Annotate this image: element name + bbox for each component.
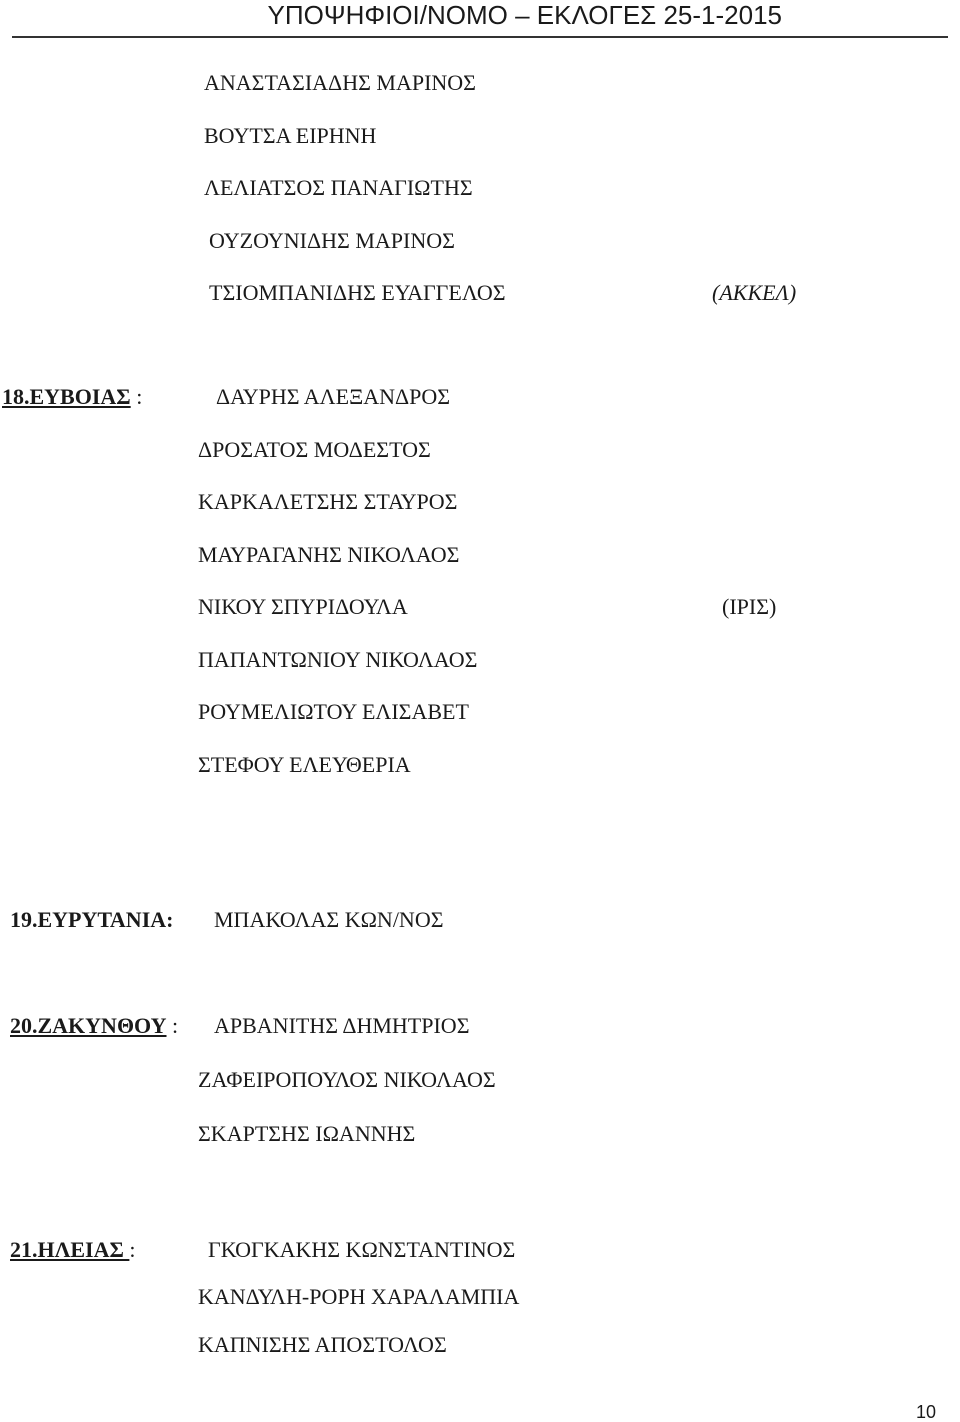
section-label: 20.ΖΑΚΥΝΘΟΥ [10, 1013, 167, 1038]
list-item: ΚΑΠΝΙΣΗΣ ΑΠΟΣΤΟΛΟΣ [198, 1332, 447, 1357]
list-item: ΜΠΑΚΟΛΑΣ ΚΩΝ/ΝΟΣ [214, 907, 444, 932]
list-item: ΓΚΟΓΚΑΚΗΣ ΚΩΝΣΤΑΝΤΙΝΟΣ [208, 1237, 516, 1262]
list-item: ΣΚΑΡΤΣΗΣ ΙΩΑΝΝΗΣ [198, 1121, 416, 1146]
list-item: ΚΑΡΚΑΛΕΤΣΗΣ ΣΤΑΥΡΟΣ [198, 489, 458, 514]
section-separator: : [130, 384, 143, 409]
page-title: ΥΠΟΨΗΦΙΟΙ/ΝΟΜΟ – ΕΚΛΟΓΕΣ 25-1-2015 [267, 0, 782, 30]
list-item: ΜΑΥΡΑΓΑΝΗΣ ΝΙΚΟΛΑΟΣ [198, 542, 460, 567]
section-label: 19.ΕΥΡΥΤΑΝΙΑ: [10, 907, 174, 932]
list-item: ΑΝΑΣΤΑΣΙΑΔΗΣ ΜΑΡΙΝΟΣ [204, 70, 476, 95]
list-item: ΛΕΛΙΑΤΣΟΣ ΠΑΝΑΓΙΩΤΗΣ [204, 175, 473, 200]
header-divider [12, 36, 948, 38]
party-note: (ΙΡΙΣ) [722, 594, 777, 619]
list-item: ΑΡΒΑΝΙΤΗΣ ΔΗΜΗΤΡΙΟΣ [214, 1013, 470, 1038]
list-item: ΚΑΝΔΥΛΗ-ΡΟΡΗ ΧΑΡΑΛΑΜΠΙΑ [198, 1284, 520, 1309]
list-item: ΠΑΠΑΝΤΩΝΙΟΥ ΝΙΚΟΛΑΟΣ [198, 647, 478, 672]
list-item: ΔΡΟΣΑΤΟΣ ΜΟΔΕΣΤΟΣ [198, 437, 431, 462]
list-item: ΡΟΥΜΕΛΙΩΤΟΥ ΕΛΙΣΑΒΕΤ [198, 699, 469, 724]
section-label: 21.ΗΛΕΙΑΣ [10, 1237, 130, 1262]
section-heading [2, 384, 142, 410]
list-item: ΔΑΥΡΗΣ ΑΛΕΞΑΝΔΡΟΣ [216, 384, 451, 409]
section-separator: : [129, 1237, 136, 1262]
section-heading [10, 1237, 136, 1263]
section-heading [10, 907, 173, 933]
list-item: ΟΥΖΟΥΝΙΔΗΣ ΜΑΡΙΝΟΣ [209, 228, 455, 253]
section-separator: : [166, 1013, 179, 1038]
list-item: ΒΟΥΤΣΑ ΕΙΡΗΝΗ [204, 123, 377, 148]
list-item: ΤΣΙΟΜΠΑΝΙΔΗΣ ΕΥΑΓΓΕΛΟΣ [209, 280, 506, 305]
section-label: 18.ΕΥΒΟΙΑΣ [2, 384, 131, 409]
list-item: ΣΤΕΦΟΥ ΕΛΕΥΘΕΡΙΑ [198, 752, 411, 777]
party-note: (ΑΚΚΕΛ) [712, 280, 797, 305]
section-heading [10, 1013, 178, 1039]
list-item: ΖΑΦΕΙΡΟΠΟΥΛΟΣ ΝΙΚΟΛΑΟΣ [198, 1067, 496, 1092]
page-number: 10 [915, 1402, 936, 1422]
list-item: ΝΙΚΟΥ ΣΠΥΡΙΔΟΥΛΑ [198, 594, 408, 619]
